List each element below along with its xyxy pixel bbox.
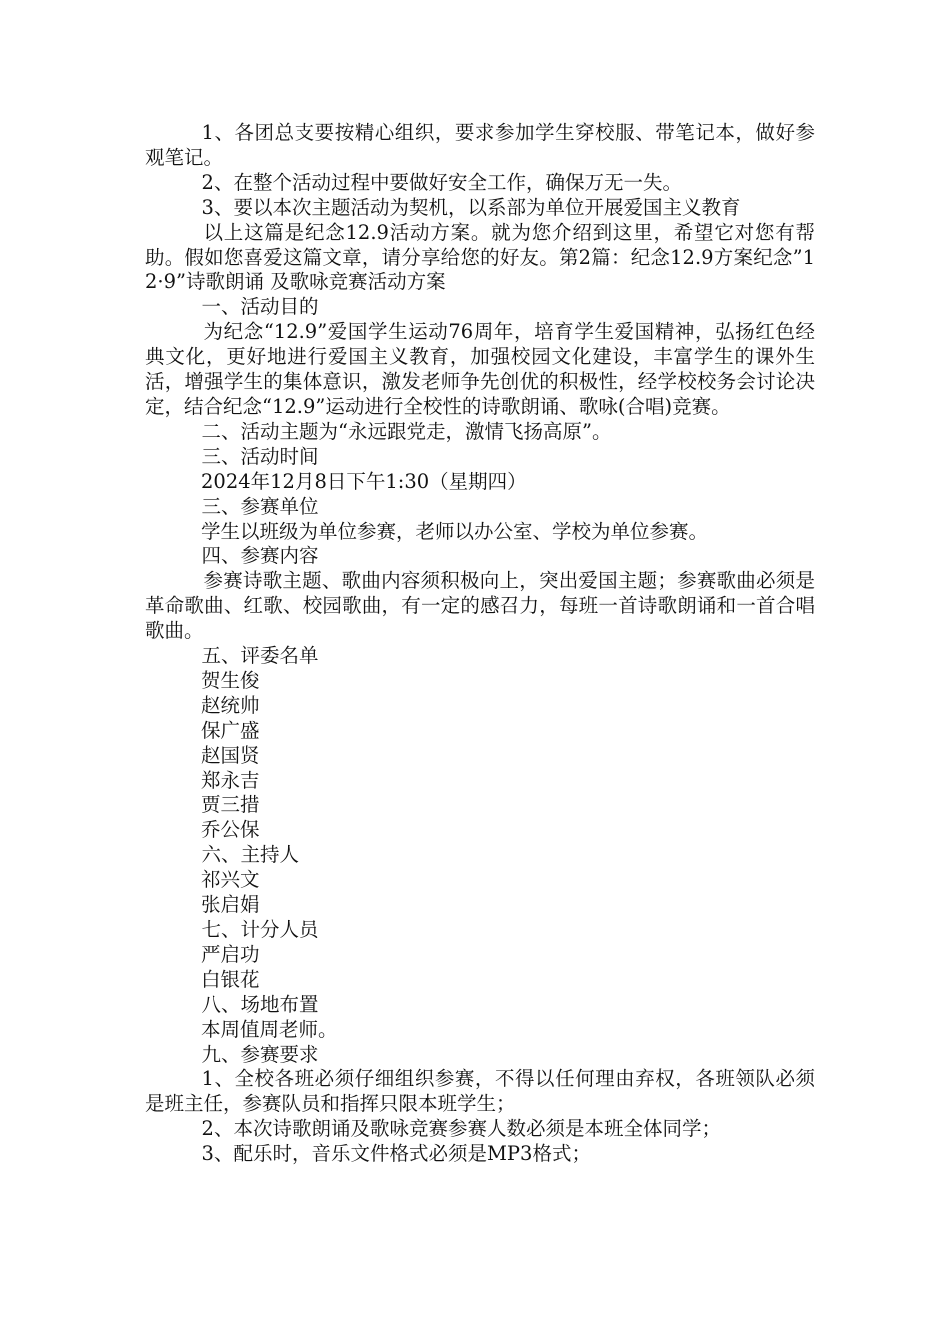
section-heading-9: 八、场地布置 — [201, 992, 319, 1016]
section-heading-6: 五、评委名单 — [201, 644, 319, 668]
section-heading-8: 七、计分人员 — [201, 918, 319, 941]
requirement-3: 3、配乐时，音乐文件格式必须是MP3格式； — [201, 1142, 591, 1166]
judge-name: 郑永吉 — [201, 768, 260, 792]
participants-text: 学生以班级为单位参赛，老师以办公室、学校为单位参赛。 — [201, 519, 709, 543]
venue-text: 本周值周老师。 — [201, 1017, 338, 1041]
host-name: 祁兴文 — [201, 868, 260, 892]
paragraph-4: 以上这篇是纪念12.9活动方案。就为您介绍到这里，希望它对您有帮助。假如您喜爱这篇文章，请分享给您的好友。第2篇：纪念12.9方案纪念”12·9”诗歌朗诵 及歌咏竞赛活动方案 — [145, 220, 815, 294]
requirement-1: 1、全校各班必须仔细组织参赛，不得以任何理由弃权，各班领队必须是班主任，参赛队员和指挥只限本班学生； — [145, 1067, 815, 1116]
paragraph-2: 2、在整个活动过程中要做好安全工作，确保万无一失。 — [201, 170, 682, 194]
paragraph-6: 参赛诗歌主题、歌曲内容须积极向上，突出爱国主题；参赛歌曲必须是革命歌曲、红歌、校园歌曲，有一定的感召力，每班一首诗歌朗诵和一首合唱歌曲。 — [145, 569, 815, 643]
scorer-name: 严启功 — [201, 942, 260, 966]
section-heading-3: 三、活动时间 — [201, 444, 319, 468]
section-heading-2: 二、活动主题为“永远跟党走，激情飞扬高原”。 — [201, 419, 612, 443]
requirement-2: 2、本次诗歌朗诵及歌咏竞赛参赛人数必须是本班全体同学； — [201, 1117, 721, 1141]
judge-name: 贾三措 — [201, 793, 260, 817]
paragraph-3: 3、要以本次主题活动为契机，以系部为单位开展爱国主义教育 — [201, 195, 741, 219]
section-heading-5: 四、参赛内容 — [201, 544, 319, 568]
event-time: 2024年12月8日下午1:30（星期四） — [201, 469, 527, 493]
section-heading-1: 一、活动目的 — [201, 295, 319, 319]
paragraph-5: 为纪念“12.9”爱国学生运动76周年，培育学生爱国精神，弘扬红色经典文化，更好地进行爱国主义教育，加强校园文化建设，丰富学生的课外生活，增强学生的集体意识，激发老师争先创优的积极性，经学校校务会讨论决定，结合纪念“12.9”运动进行全校性的诗歌朗诵、歌咏(合唱)竞赛。 — [145, 320, 815, 418]
section-heading-7: 六、主持人 — [201, 843, 300, 867]
paragraph-1: 1、各团总支要按精心组织，要求参加学生穿校服、带笔记本，做好参观笔记。 — [145, 121, 815, 169]
judge-name: 乔公保 — [201, 818, 260, 842]
judge-name: 贺生俊 — [201, 668, 260, 692]
section-heading-4: 三、参赛单位 — [201, 494, 319, 518]
judge-name: 保广盛 — [201, 718, 260, 742]
scorer-name: 白银花 — [201, 967, 260, 991]
section-heading-10: 九、参赛要求 — [201, 1042, 319, 1066]
judge-name: 赵统帅 — [201, 693, 260, 717]
judge-name: 赵国贤 — [201, 743, 260, 767]
document-page — [145, 121, 815, 1167]
host-name: 张启娟 — [201, 893, 260, 917]
